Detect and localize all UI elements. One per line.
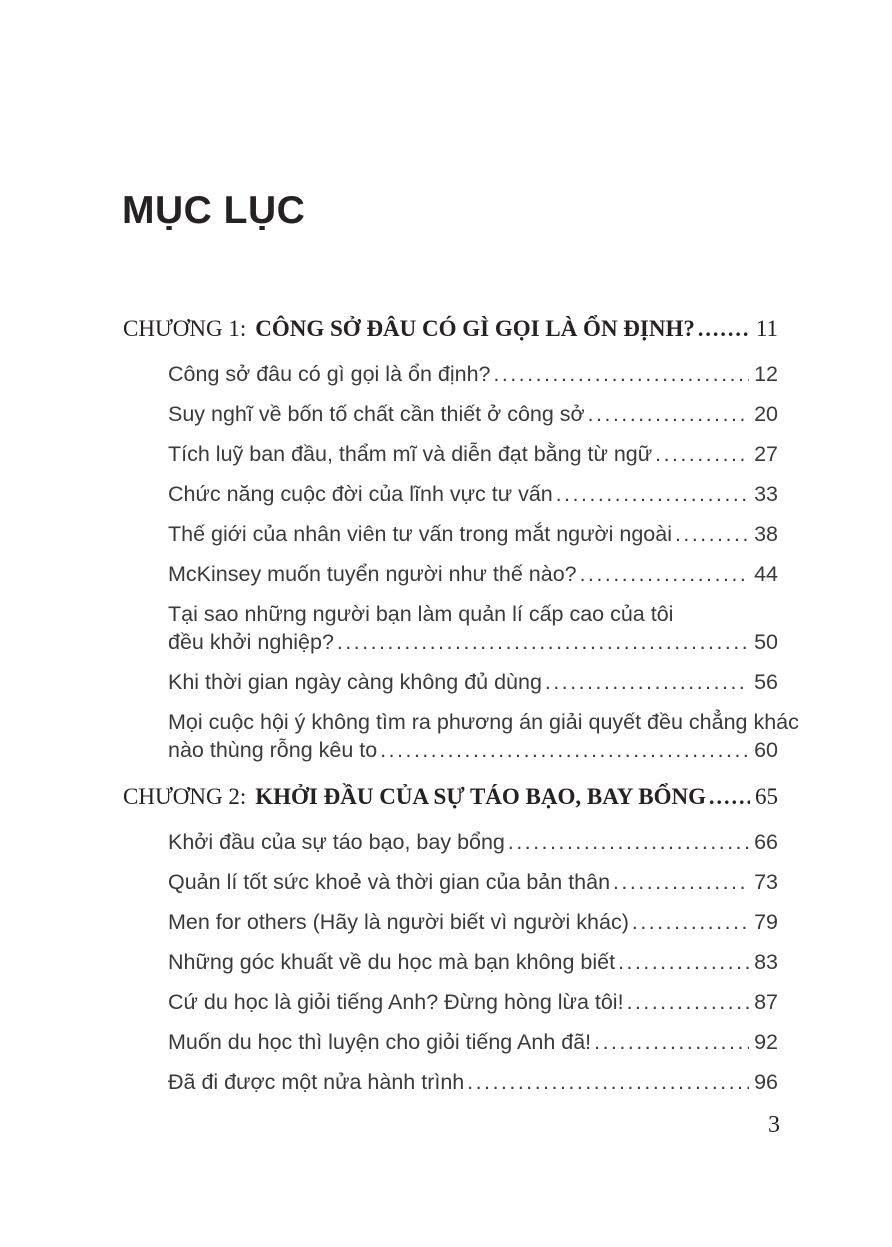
entry-page-number: 20	[754, 402, 778, 426]
entry-title: Khởi đầu của sự táo bạo, bay bổng	[168, 830, 505, 854]
dot-leader	[508, 828, 749, 857]
chapter-heading	[123, 782, 778, 812]
entry-title: Đã đi được một nửa hành trình	[168, 1070, 465, 1094]
table-of-contents	[123, 314, 799, 1108]
dot-leader	[613, 868, 749, 897]
toc-entry	[168, 440, 778, 469]
entry-title-line1: Tại sao những người bạn làm quản lí cấp cao của tôi	[168, 602, 674, 626]
entry-page-number: 92	[754, 1030, 778, 1054]
page-number: 3	[768, 1112, 780, 1138]
entry-title: Cứ du học là giỏi tiếng Anh? Đừng hòng lừa tôi!	[168, 990, 624, 1014]
entry-title: Tích luỹ ban đầu, thẩm mĩ và diễn đạt bằng từ ngữ	[168, 442, 653, 466]
dot-leader	[632, 908, 749, 937]
entry-title: McKinsey muốn tuyển người như thế nào?	[168, 562, 577, 586]
toc-entry	[168, 668, 778, 697]
entry-page-number: 12	[754, 362, 778, 386]
entry-page-number: 87	[754, 990, 778, 1014]
entry-page-number: 96	[754, 1070, 778, 1094]
toc-entry	[168, 600, 778, 657]
toc-entry	[168, 908, 778, 937]
dot-leader	[655, 440, 749, 469]
entry-title: Men for others (Hãy là người biết vì người khác)	[168, 910, 629, 934]
chapter-title: KHỞI ĐẦU CỦA SỰ TÁO BẠO, BAY BỔNG	[255, 784, 706, 809]
chapter-entries	[123, 360, 799, 765]
entry-page-number: 56	[754, 670, 778, 694]
toc-entry	[168, 520, 778, 549]
page-title: MỤC LỤC	[122, 189, 306, 232]
dot-leader	[580, 560, 749, 589]
entry-title: Suy nghĩ về bốn tố chất cần thiết ở công sở	[168, 402, 585, 426]
toc-entry	[168, 400, 778, 429]
chapter-label: CHƯƠNG 2:	[123, 784, 247, 809]
toc-section-chapter-2	[123, 782, 778, 1097]
toc-entry	[168, 828, 778, 857]
chapter-title: CÔNG SỞ ĐÂU CÓ GÌ GỌI LÀ ỔN ĐỊNH?	[255, 316, 695, 341]
toc-entry	[168, 708, 799, 765]
toc-entry	[168, 868, 778, 897]
toc-entry	[168, 988, 778, 1017]
entry-page-number: 60	[754, 738, 778, 762]
entry-title-line2: đều khởi nghiệp?	[168, 630, 334, 654]
entry-page-number: 38	[754, 522, 778, 546]
entry-page-number: 33	[754, 482, 778, 506]
dot-leader	[467, 1068, 749, 1097]
dot-leader	[698, 314, 751, 344]
dot-leader	[588, 400, 749, 429]
dot-leader	[545, 668, 749, 697]
entry-page-number: 83	[754, 950, 778, 974]
entry-title: Công sở đâu có gì gọi là ổn định?	[168, 362, 491, 386]
entry-title: Chức năng cuộc đời của lĩnh vực tư vấn	[168, 482, 553, 506]
dot-leader	[337, 628, 749, 657]
entry-title: Những góc khuất về du học mà bạn không biết	[168, 950, 616, 974]
entry-page-number: 27	[754, 442, 778, 466]
entry-title: Thế giới của nhân viên tư vấn trong mắt người ngoài	[168, 522, 672, 546]
dot-leader	[594, 1028, 749, 1057]
toc-entry	[168, 948, 778, 977]
entry-title: Quản lí tốt sức khoẻ và thời gian của bản thân	[168, 870, 611, 894]
entry-title: Khi thời gian ngày càng không đủ dùng	[168, 670, 542, 694]
entry-page-number: 79	[754, 910, 778, 934]
dot-leader	[556, 480, 749, 509]
toc-entry	[168, 560, 778, 589]
dot-leader	[380, 736, 749, 765]
dot-leader	[709, 782, 750, 812]
chapter-heading	[123, 314, 778, 344]
dot-leader	[627, 988, 750, 1017]
chapter-page-number: 11	[755, 316, 778, 341]
entry-title: Muốn du học thì luyện cho giỏi tiếng Anh đã!	[168, 1030, 592, 1054]
toc-entry	[168, 1068, 778, 1097]
chapter-entries	[123, 828, 778, 1097]
toc-section-chapter-1	[123, 314, 799, 765]
toc-entry	[168, 480, 778, 509]
entry-page-number: 66	[754, 830, 778, 854]
entry-page-number: 44	[754, 562, 778, 586]
dot-leader	[494, 360, 750, 389]
toc-entry	[168, 360, 778, 389]
entry-page-number: 73	[754, 870, 778, 894]
entry-page-number: 50	[754, 630, 778, 654]
chapter-label: CHƯƠNG 1:	[123, 316, 247, 341]
entry-title-line1: Mọi cuộc hội ý không tìm ra phương án giải quyết đều chẳng khác	[168, 710, 799, 734]
dot-leader	[618, 948, 749, 977]
dot-leader	[675, 520, 749, 549]
entry-title-line2: nào thùng rỗng kêu to	[168, 738, 378, 762]
toc-entry	[168, 1028, 778, 1057]
chapter-page-number: 65	[755, 784, 778, 809]
